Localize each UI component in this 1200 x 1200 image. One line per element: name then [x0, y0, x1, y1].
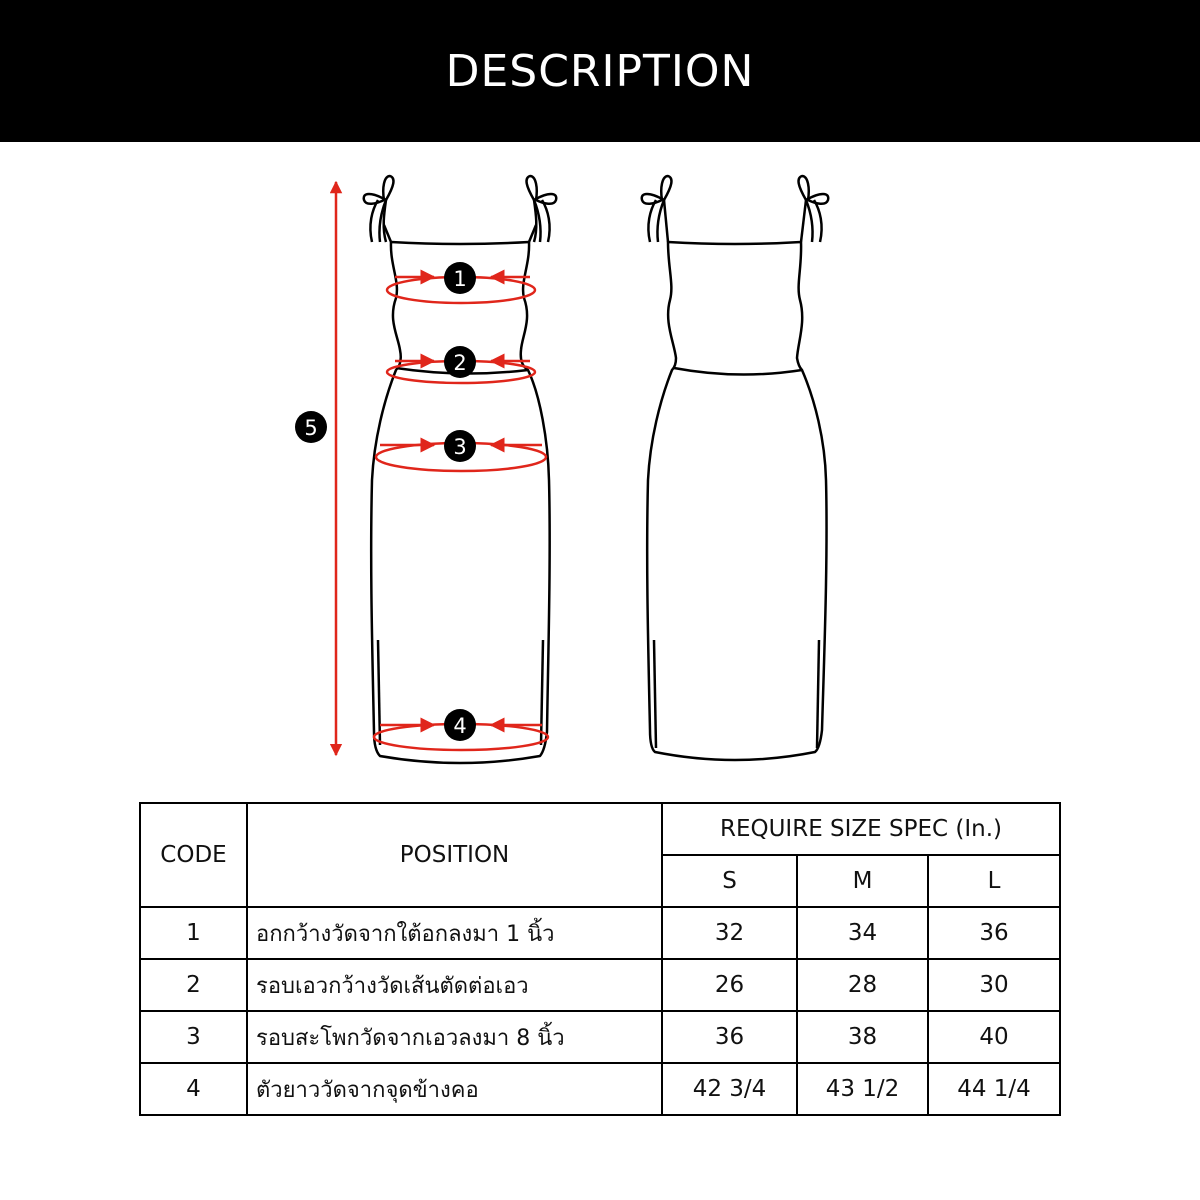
- row-size-l: 36: [928, 907, 1060, 959]
- row-size-l: 30: [928, 959, 1060, 1011]
- header-size-s: S: [662, 855, 797, 907]
- header-bar: [0, 0, 1200, 142]
- row-size-m: 43 1/2: [797, 1063, 928, 1115]
- row-position: รอบเอวกว้างวัดเส้นตัดต่อเอว: [247, 959, 662, 1011]
- row-size-m: 38: [797, 1011, 928, 1063]
- size-spec-table: [139, 802, 1061, 1116]
- row-size-s: 26: [662, 959, 797, 1011]
- table-row: [140, 1011, 1060, 1063]
- svg-text:1: 1: [453, 267, 467, 291]
- dress-diagram: [0, 142, 1200, 792]
- row-code: 4: [140, 1063, 247, 1115]
- header-size-spec: REQUIRE SIZE SPEC (In.): [662, 803, 1060, 855]
- table-row: [140, 959, 1060, 1011]
- table-row: [140, 907, 1060, 959]
- marker-5: [295, 411, 327, 443]
- marker-2: [444, 346, 476, 378]
- svg-text:3: 3: [453, 435, 467, 459]
- header-size-l: L: [928, 855, 1060, 907]
- row-size-m: 28: [797, 959, 928, 1011]
- row-size-s: 32: [662, 907, 797, 959]
- row-size-l: 40: [928, 1011, 1060, 1063]
- row-size-l: 44 1/4: [928, 1063, 1060, 1115]
- row-size-s: 42 3/4: [662, 1063, 797, 1115]
- marker-1: [444, 262, 476, 294]
- header-code: CODE: [140, 803, 247, 907]
- table-row: [140, 1063, 1060, 1115]
- row-code: 2: [140, 959, 247, 1011]
- svg-text:4: 4: [453, 714, 467, 738]
- header-size-m: M: [797, 855, 928, 907]
- row-code: 1: [140, 907, 247, 959]
- header-position: POSITION: [247, 803, 662, 907]
- marker-3: [444, 430, 476, 462]
- row-size-m: 34: [797, 907, 928, 959]
- svg-text:2: 2: [453, 351, 467, 375]
- marker-4: [444, 709, 476, 741]
- row-position: อกกว้างวัดจากใต้อกลงมา 1 นิ้ว: [247, 907, 662, 959]
- measurement-overlays: [336, 182, 548, 755]
- row-code: 3: [140, 1011, 247, 1063]
- row-position: รอบสะโพกวัดจากเอวลงมา 8 นิ้ว: [247, 1011, 662, 1063]
- row-size-s: 36: [662, 1011, 797, 1063]
- dress-back-view: [642, 176, 829, 760]
- row-position: ตัวยาววัดจากจุดข้างคอ: [247, 1063, 662, 1115]
- page-title: DESCRIPTION: [445, 45, 755, 97]
- svg-text:5: 5: [304, 416, 318, 440]
